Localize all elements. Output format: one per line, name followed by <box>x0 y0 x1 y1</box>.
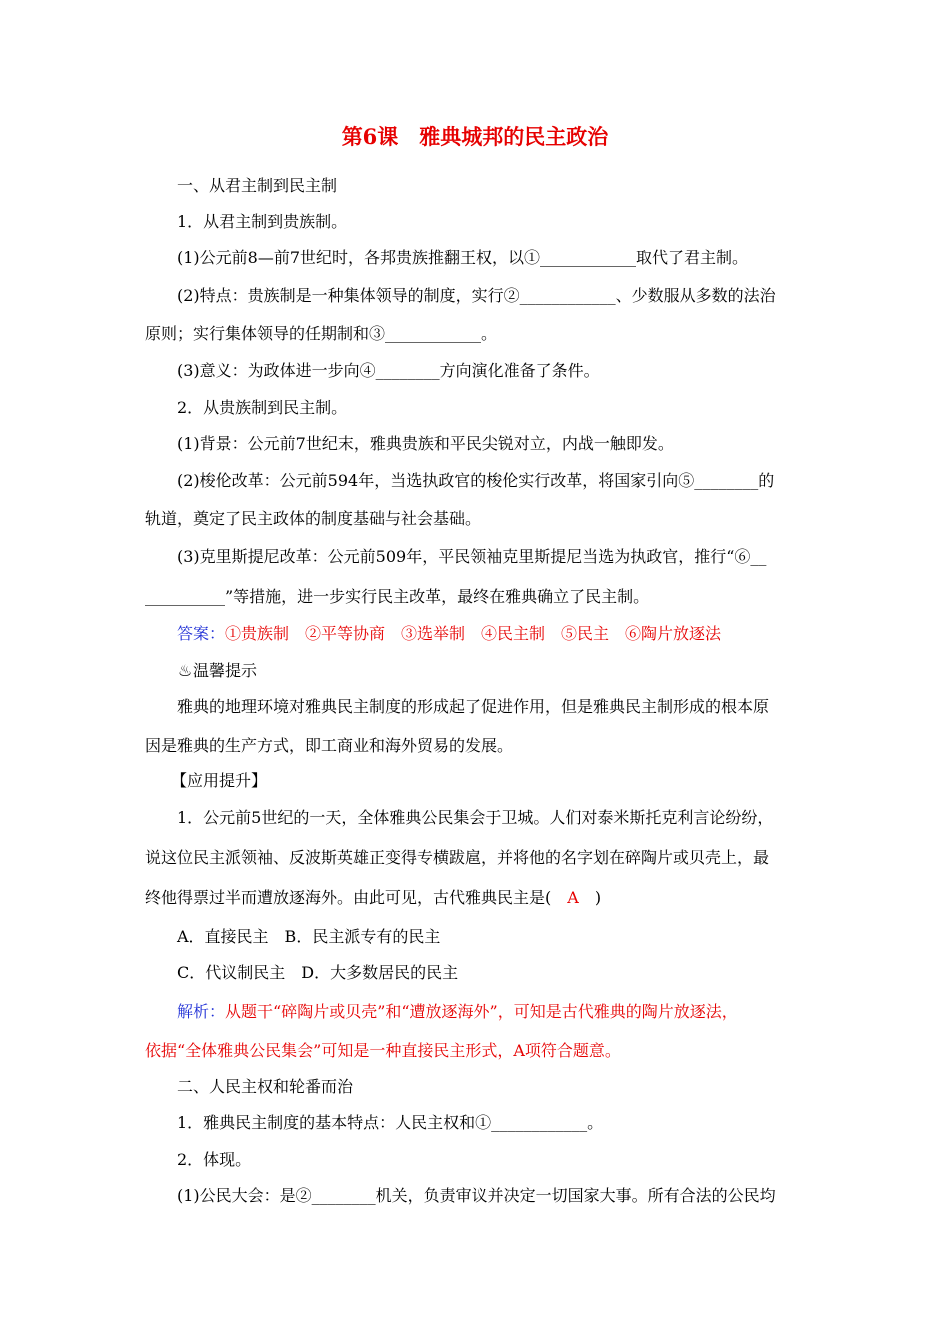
paragraph: (2)梭伦改革：公元前594年，当选执政官的梭伦实行改革，将国家引向⑤________的 <box>177 471 775 490</box>
analysis-text: 从题干“碎陶片或贝壳”和“遭放逐海外”，可知是古代雅典的陶片放逐法， <box>225 1002 738 1021</box>
option-line: C．代议制民主 D．大多数居民的民主 <box>177 963 459 982</box>
question-text: 终他得票过半而遭放逐海外。由此可见，古代雅典民主是( A ) <box>145 888 602 907</box>
paragraph: 因是雅典的生产方式，即工商业和海外贸易的发展。 <box>145 736 514 755</box>
analysis-label: 解析： <box>177 1002 226 1021</box>
paragraph: (1)公民大会：是②________机关，负责审议并决定一切国家大事。所有合法的公民均 <box>177 1186 776 1205</box>
answer-label: 答案： <box>177 624 226 643</box>
paragraph: (1)公元前8—前7世纪时，各邦贵族推翻王权，以①____________取代了君主制。 <box>177 248 749 267</box>
tip-heading: 温馨提示 <box>193 661 258 680</box>
paragraph: 1．雅典民主制度的基本特点：人民主权和①____________。 <box>177 1113 604 1132</box>
page-title: 第6课 雅典城邦的民主政治 <box>341 124 609 149</box>
analysis-line <box>177 1000 738 1024</box>
paragraph: 原则；实行集体领导的任期制和③____________。 <box>145 324 498 343</box>
paragraph: 雅典的地理环境对雅典民主制度的形成起了促进作用，但是雅典民主制形成的根本原 <box>177 697 770 716</box>
paragraph: (1)背景：公元前7世纪末，雅典贵族和平民尖锐对立，内战一触即发。 <box>177 434 674 453</box>
answer-text: ①贵族制 ②平等协商 ③选举制 ④民主制 ⑤民主 ⑥陶片放逐法 <box>225 624 722 643</box>
paragraph: __________”等措施，进一步实行民主改革，最终在雅典确立了民主制。 <box>145 587 650 606</box>
question-answer: A <box>567 888 579 907</box>
question-text: 1．公元前5世纪的一天，全体雅典公民集会于卫城。人们对泰米斯托克利言论纷纷， <box>177 808 774 827</box>
paragraph: 2．从贵族制到民主制。 <box>177 398 348 417</box>
paragraph: (3)克里斯提尼改革：公元前509年，平民领袖克里斯提尼当选为执政官，推行“⑥__ <box>177 547 767 566</box>
paragraph: (2)特点：贵族制是一种集体领导的制度，实行②____________、少数服从多数的法治 <box>177 286 776 305</box>
hot-spring-icon: ♨ <box>177 661 193 680</box>
paragraph: (3)意义：为政体进一步向④________方向演化准备了条件。 <box>177 361 600 380</box>
section-heading: 二、人民主权和轮番而治 <box>177 1077 354 1096</box>
paragraph: 1．从君主制到贵族制。 <box>177 212 348 231</box>
section-heading: 一、从君主制到民主制 <box>177 176 338 195</box>
tip-heading-line <box>177 659 257 683</box>
question-text: 说这位民主派领袖、反波斯英雄正变得专横跋扈，并将他的名字划在碎陶片或贝壳上，最 <box>145 848 770 867</box>
paragraph: 轨道，奠定了民主政体的制度基础与社会基础。 <box>145 509 482 528</box>
analysis-text: 依据“全体雅典公民集会”可知是一种直接民主形式，A项符合题意。 <box>145 1041 621 1060</box>
section-heading: 【应用提升】 <box>171 771 268 790</box>
option-line: A．直接民主 B．民主派专有的民主 <box>177 927 441 946</box>
answer-line <box>177 622 721 646</box>
paragraph: 2．体现。 <box>177 1150 252 1169</box>
